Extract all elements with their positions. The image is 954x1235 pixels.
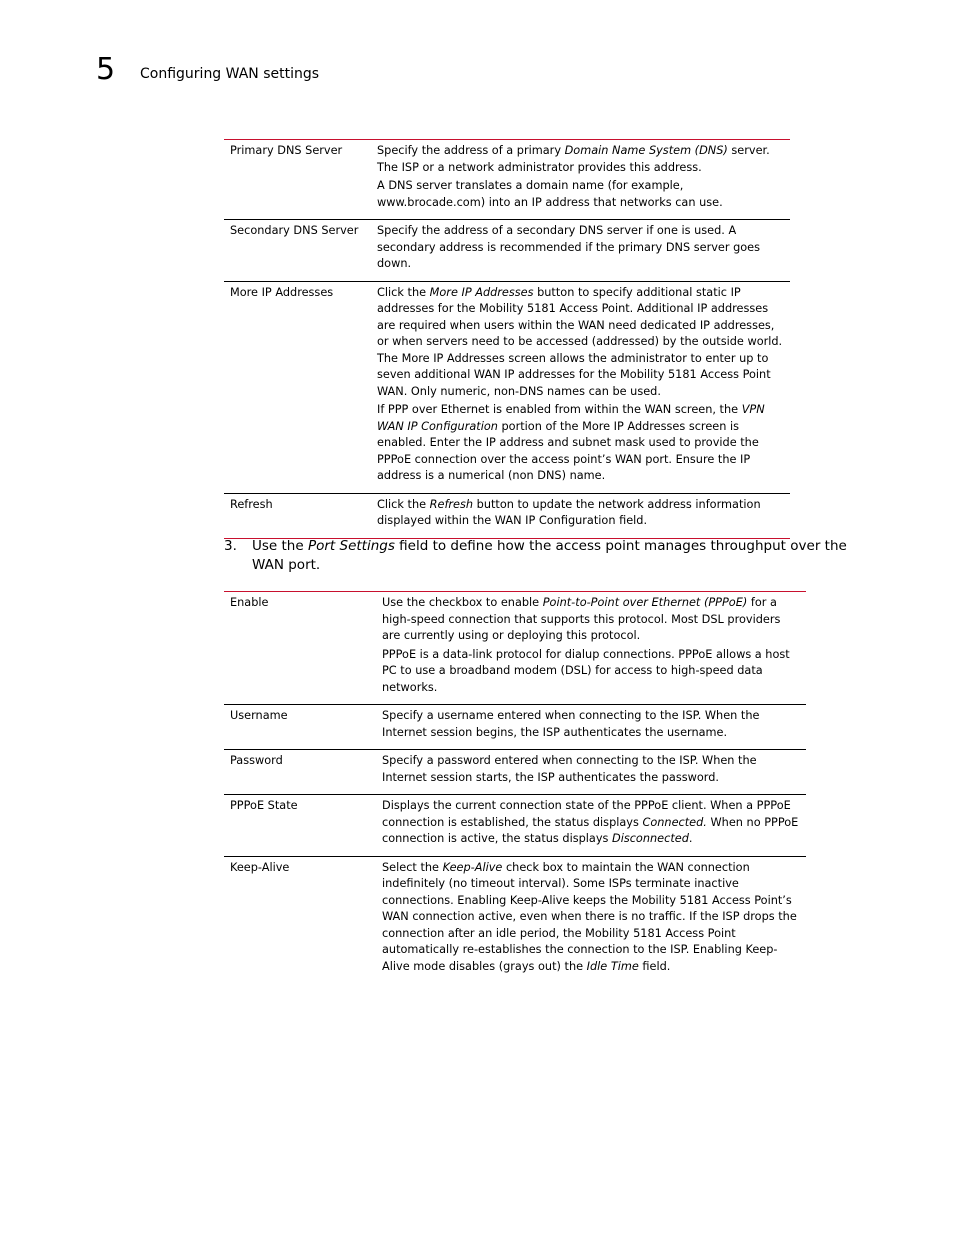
description-paragraph: Specify a username entered when connecting to the ISP. When the Internet session begins, the ISP authenticates the username. xyxy=(382,709,760,739)
row-description xyxy=(376,795,806,857)
table-row xyxy=(224,281,790,493)
italic-term: Domain Name System (DNS) xyxy=(564,144,728,157)
step-3 xyxy=(224,537,864,575)
row-description xyxy=(371,281,790,493)
description-paragraph: Specify the address of a primary Domain Name System (DNS) server. The ISP or a network administrator provides this address. xyxy=(377,144,770,174)
row-term: PPPoE State xyxy=(230,799,298,812)
table-row xyxy=(224,140,790,220)
row-term: Enable xyxy=(230,596,269,609)
description-paragraph: Select the Keep-Alive check box to maintain the WAN connection indefinitely (no timeout interval). Some ISPs terminate inactive connections. Enabling Keep-Alive keeps the Mobility 5181 Access Point’s WAN connection active, even when there is no traffic. If the ISP drops the connection after an idle period, the Mobility 5181 Access Point automatically re-establishes the connection to the ISP. Enabling Keep-Alive mode disables (grays out) the Idle Time field. xyxy=(382,860,797,973)
row-description xyxy=(371,140,790,220)
italic-term: Port Settings xyxy=(307,538,395,554)
row-term: Secondary DNS Server xyxy=(230,224,359,237)
description-paragraph: Click the More IP Addresses button to specify additional static IP addresses for the Mobility 5181 Access Point. Additional IP addresses are required when users within the WAN need dedicated IP addresses, or when servers need to be accessed (addressed) by the outside world. The More IP Addresses screen allows the administrator to enter up to seven additional WAN IP addresses for the Mobility 5181 Access Point WAN. Only numeric, non-DNS names can be used. xyxy=(377,285,783,398)
step-number: 3. xyxy=(224,538,237,554)
row-description xyxy=(371,220,790,282)
row-term: Primary DNS Server xyxy=(230,144,343,157)
italic-term: VPN WAN IP Configuration xyxy=(377,403,765,433)
chapter-title: Configuring WAN settings xyxy=(140,66,320,82)
row-term: More IP Addresses xyxy=(230,285,334,299)
description-paragraph: Specify the address of a secondary DNS server if one is used. A secondary address is recommended if the primary DNS server goes down. xyxy=(377,224,761,270)
row-description xyxy=(376,705,806,750)
wan-ip-configuration-table xyxy=(224,139,790,539)
row-term: Username xyxy=(230,709,288,722)
table-row xyxy=(224,856,806,983)
table-row xyxy=(224,493,790,538)
chapter-number: 5 xyxy=(96,52,116,87)
italic-term: Idle Time xyxy=(586,959,639,973)
italic-term: Disconnected xyxy=(612,832,689,845)
description-paragraph: Use the checkbox to enable Point-to-Point over Ethernet (PPPoE) for a high-speed connection that supports this protocol. Most DSL providers are currently using or deploying this protocol. xyxy=(382,596,781,642)
row-term: Keep-Alive xyxy=(230,860,290,874)
description-paragraph: Displays the current connection state of the PPPoE client. When a PPPoE connection is established, the status displays Connected. When no PPPoE connection is active, the status displays Disconnected. xyxy=(382,799,799,845)
table-row xyxy=(224,750,806,795)
row-term: Refresh xyxy=(230,497,273,511)
row-description xyxy=(371,493,790,538)
row-description xyxy=(376,750,806,795)
description-paragraph: Specify a password entered when connecting to the ISP. When the Internet session starts, the ISP authenticates the password. xyxy=(382,754,757,784)
row-description xyxy=(376,592,806,705)
description-paragraph: Click the Refresh button to update the network address information displayed within the WAN IP Configuration field. xyxy=(377,497,761,527)
row-term: Password xyxy=(230,754,283,767)
table-row xyxy=(224,592,806,705)
italic-term: Connected. xyxy=(642,815,707,829)
table-row xyxy=(224,795,806,857)
italic-term: Refresh xyxy=(429,497,474,511)
table-row xyxy=(224,220,790,282)
step-text: Use the Port Settings field to define how the access point manages throughput over the WAN port. xyxy=(252,538,847,573)
description-paragraph: A DNS server translates a domain name (for example, www.brocade.com) into an IP address that networks can use. xyxy=(377,179,723,209)
description-paragraph: PPPoE is a data-link protocol for dialup connections. PPPoE allows a host PC to use a broadband modem (DSL) for access to high-speed data networks. xyxy=(382,647,790,694)
port-settings-table xyxy=(224,591,806,983)
italic-term: Keep-Alive xyxy=(442,860,503,874)
table-row xyxy=(224,705,806,750)
row-description xyxy=(376,856,806,983)
italic-term: Point-to-Point over Ethernet (PPPoE) xyxy=(542,596,748,609)
italic-term: More IP Addresses xyxy=(429,285,534,299)
description-paragraph: If PPP over Ethernet is enabled from within the WAN screen, the VPN WAN IP Configuration portion of the More IP Addresses screen is enabled. Enter the IP address and subnet mask used to provide the PPPoE connection over the access point’s WAN port. Ensure the IP address is a numerical (non DNS) name. xyxy=(377,403,765,482)
